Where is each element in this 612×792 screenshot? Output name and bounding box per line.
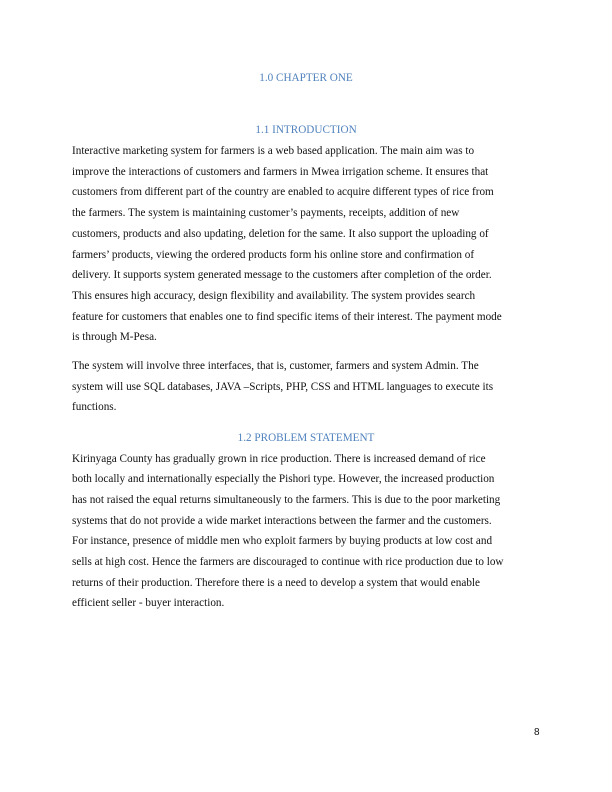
text-line: delivery. It supports system generated message to the customers after completion of the order. <box>72 269 492 281</box>
text-line: For instance, presence of middle men who exploit farmers by buying products at low cost and <box>72 535 493 547</box>
text-line: Kirinyaga County has gradually grown in rice production. There is increased demand of rice <box>72 453 486 465</box>
text-line: systems that do not provide a wide market interactions between the farmer and the customers. <box>72 515 492 527</box>
text-line: both locally and internationally especially the Pishori type. However, the increased production <box>72 473 495 485</box>
text-line: The system will involve three interfaces, that is, customer, farmers and system Admin. The <box>72 360 479 372</box>
problem-statement-heading: 1.2 PROBLEM STATEMENT <box>237 432 375 444</box>
text-line: has not raised the equal returns simultaneously to the farmers. This is due to the poor marketing <box>72 494 501 506</box>
text-line: feature for customers that enables one to find specific items of their interest. The payment mode <box>72 311 502 323</box>
text-line: efficient seller - buyer interaction. <box>72 597 225 609</box>
text-line: Interactive marketing system for farmers is a web based application. The main aim was to <box>72 145 475 157</box>
text-line: is through M-Pesa. <box>72 331 157 343</box>
text-line: the farmers. The system is maintaining customer’s payments, receipts, addition of new <box>72 207 460 219</box>
text-line: farmers’ products, viewing the ordered products form his online store and confirmation of <box>72 249 475 261</box>
introduction-heading: 1.1 INTRODUCTION <box>255 124 357 136</box>
chapter-title: 1.0 CHAPTER ONE <box>259 72 353 84</box>
text-line: improve the interactions of customers and farmers in Mwea irrigation scheme. It ensures that <box>72 166 489 178</box>
page-number: 8 <box>534 727 540 738</box>
text-line: sells at high cost. Hence the farmers are discouraged to continue with rice production due to low <box>72 556 504 568</box>
text-line: system will use SQL databases, JAVA –Scripts, PHP, CSS and HTML languages to execute its <box>72 381 494 393</box>
text-line: customers, products and also updating, deletion for the same. It also support the uploading of <box>72 228 489 240</box>
text-line: returns of their production. Therefore there is a need to develop a system that would enable <box>72 577 480 589</box>
text-line: customers from different part of the country are enabled to acquire different types of rice from <box>72 186 494 198</box>
text-line: This ensures high accuracy, design flexibility and availability. The system provides search <box>72 290 476 302</box>
text-line: functions. <box>72 401 117 413</box>
